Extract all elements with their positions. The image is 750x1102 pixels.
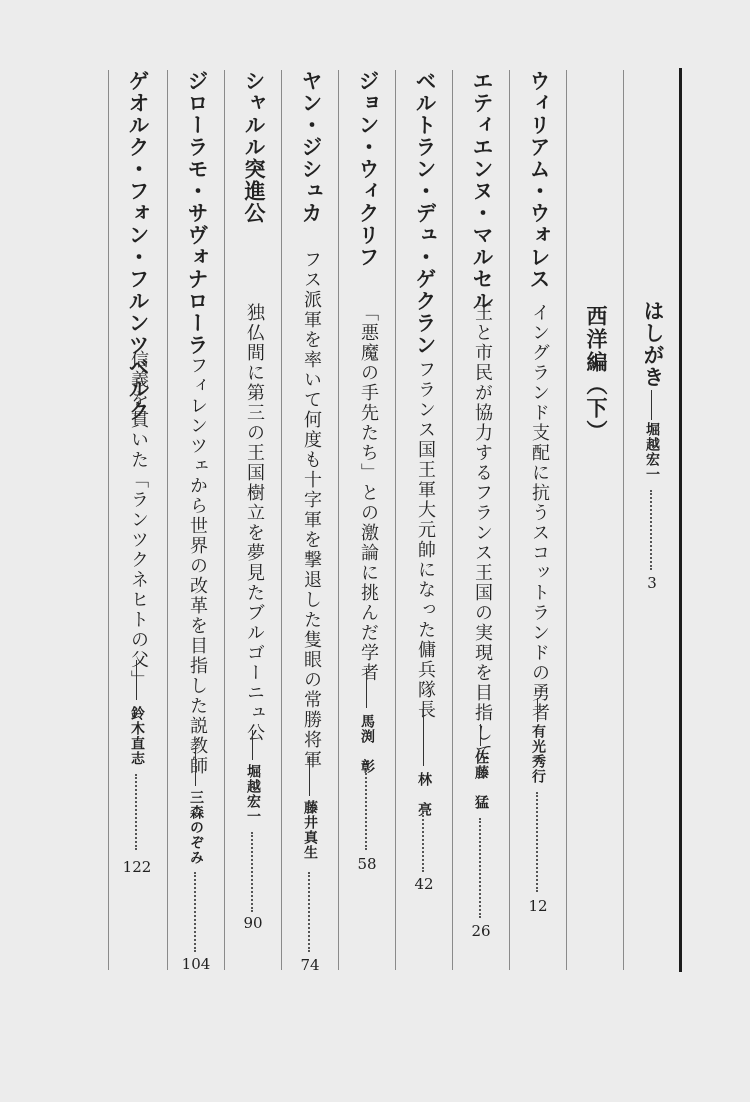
section-title: 西洋編（下） bbox=[584, 305, 608, 443]
toc-entry[interactable] bbox=[233, 0, 273, 1102]
entry-title: はしがき bbox=[641, 300, 665, 388]
leader-line bbox=[252, 730, 253, 760]
entry-subtitle: 「悪魔の手先たち」との激論に挑んだ学者 bbox=[358, 303, 379, 683]
entry-subtitle: イングランド支配に抗うスコットランドの勇者 bbox=[529, 303, 550, 723]
toc-entry[interactable] bbox=[117, 0, 157, 1102]
entry-author: 堀越宏一 bbox=[644, 422, 660, 482]
toc-entry-hajimegaki[interactable] bbox=[632, 0, 672, 1102]
column-rule bbox=[395, 70, 396, 970]
page-number: 104 bbox=[181, 955, 211, 973]
page-number: 90 bbox=[243, 914, 263, 932]
column-rule bbox=[509, 70, 510, 970]
page-border-right bbox=[679, 68, 682, 972]
entry-title: ジローラモ・サヴォナローラ bbox=[185, 70, 209, 356]
leader-line bbox=[195, 746, 196, 786]
leader-dots bbox=[194, 872, 196, 952]
leader-line bbox=[366, 668, 367, 708]
column-rule bbox=[224, 70, 225, 970]
page-number: 74 bbox=[300, 956, 320, 974]
column-rule bbox=[566, 70, 567, 970]
page-number: 58 bbox=[357, 855, 377, 873]
column-rule bbox=[281, 70, 282, 970]
entry-author: 鈴木直志 bbox=[129, 706, 145, 766]
entry-author: 佐藤 猛 bbox=[473, 750, 489, 810]
entry-subtitle: フランス国王軍大元帥になった傭兵隊長 bbox=[415, 360, 436, 720]
toc-entry[interactable] bbox=[518, 0, 558, 1102]
leader-dots bbox=[479, 818, 481, 918]
column-rule bbox=[108, 70, 109, 970]
leader-line bbox=[136, 660, 137, 700]
leader-dots bbox=[365, 770, 367, 850]
entry-subtitle: 独仏間に第三の王国樹立を夢見たブルゴーニュ公 bbox=[244, 303, 265, 743]
entry-title: ジョン・ウィクリフ bbox=[356, 70, 380, 268]
leader-line bbox=[537, 698, 538, 722]
entry-author: 三森のぞみ bbox=[188, 790, 204, 865]
leader-line bbox=[309, 756, 310, 796]
toc-entry[interactable] bbox=[176, 0, 216, 1102]
column-rule bbox=[338, 70, 339, 970]
column-rule bbox=[452, 70, 453, 970]
entry-author: 林 亮 bbox=[416, 772, 432, 817]
page-number: 26 bbox=[471, 922, 491, 940]
leader-dots bbox=[308, 872, 310, 952]
entry-author: 藤井真生 bbox=[302, 800, 318, 860]
leader-dots bbox=[135, 774, 137, 850]
toc-entry[interactable] bbox=[347, 0, 387, 1102]
leader-dots bbox=[650, 490, 652, 570]
entry-title: ウィリアム・ウォレス bbox=[527, 70, 551, 290]
leader-line bbox=[651, 390, 652, 420]
toc-entry[interactable] bbox=[404, 0, 444, 1102]
entry-subtitle: フス派軍を率いて何度も十字軍を撃退した隻眼の常勝将軍 bbox=[301, 250, 322, 770]
toc-entry[interactable] bbox=[290, 0, 330, 1102]
entry-subtitle: フィレンツェから世界の改革を目指した説教師 bbox=[187, 356, 208, 776]
leader-line bbox=[423, 706, 424, 766]
entry-subtitle: 王と市民が協力するフランス王国の実現を目指して bbox=[472, 303, 493, 763]
leader-line bbox=[480, 724, 481, 746]
entry-title: ベルトラン・デュ・ゲクラン bbox=[413, 70, 437, 356]
entry-title: シャルル突進公 bbox=[242, 70, 266, 224]
section-heading bbox=[575, 0, 615, 1102]
entry-author: 有光秀行 bbox=[530, 724, 546, 784]
entry-subtitle: 信義を貫いた「ランツクネヒトの父」 bbox=[128, 350, 149, 690]
entry-title: ヤン・ジシュカ bbox=[299, 70, 323, 224]
leader-dots bbox=[536, 792, 538, 892]
page-number: 3 bbox=[647, 574, 657, 592]
column-rule bbox=[167, 70, 168, 970]
leader-dots bbox=[251, 832, 253, 912]
page-number: 12 bbox=[528, 897, 548, 915]
page-number: 122 bbox=[122, 858, 152, 876]
page-number: 42 bbox=[414, 875, 434, 893]
column-rule bbox=[623, 70, 624, 970]
entry-author: 馬渕 彰 bbox=[359, 714, 375, 774]
entry-title: ゲオルク・フォン・フルンツベルク bbox=[126, 70, 150, 422]
toc-entry[interactable] bbox=[461, 0, 501, 1102]
leader-dots bbox=[422, 812, 424, 872]
entry-author: 堀越宏一 bbox=[245, 764, 261, 824]
entry-title: エティエンヌ・マルセル bbox=[470, 70, 494, 312]
